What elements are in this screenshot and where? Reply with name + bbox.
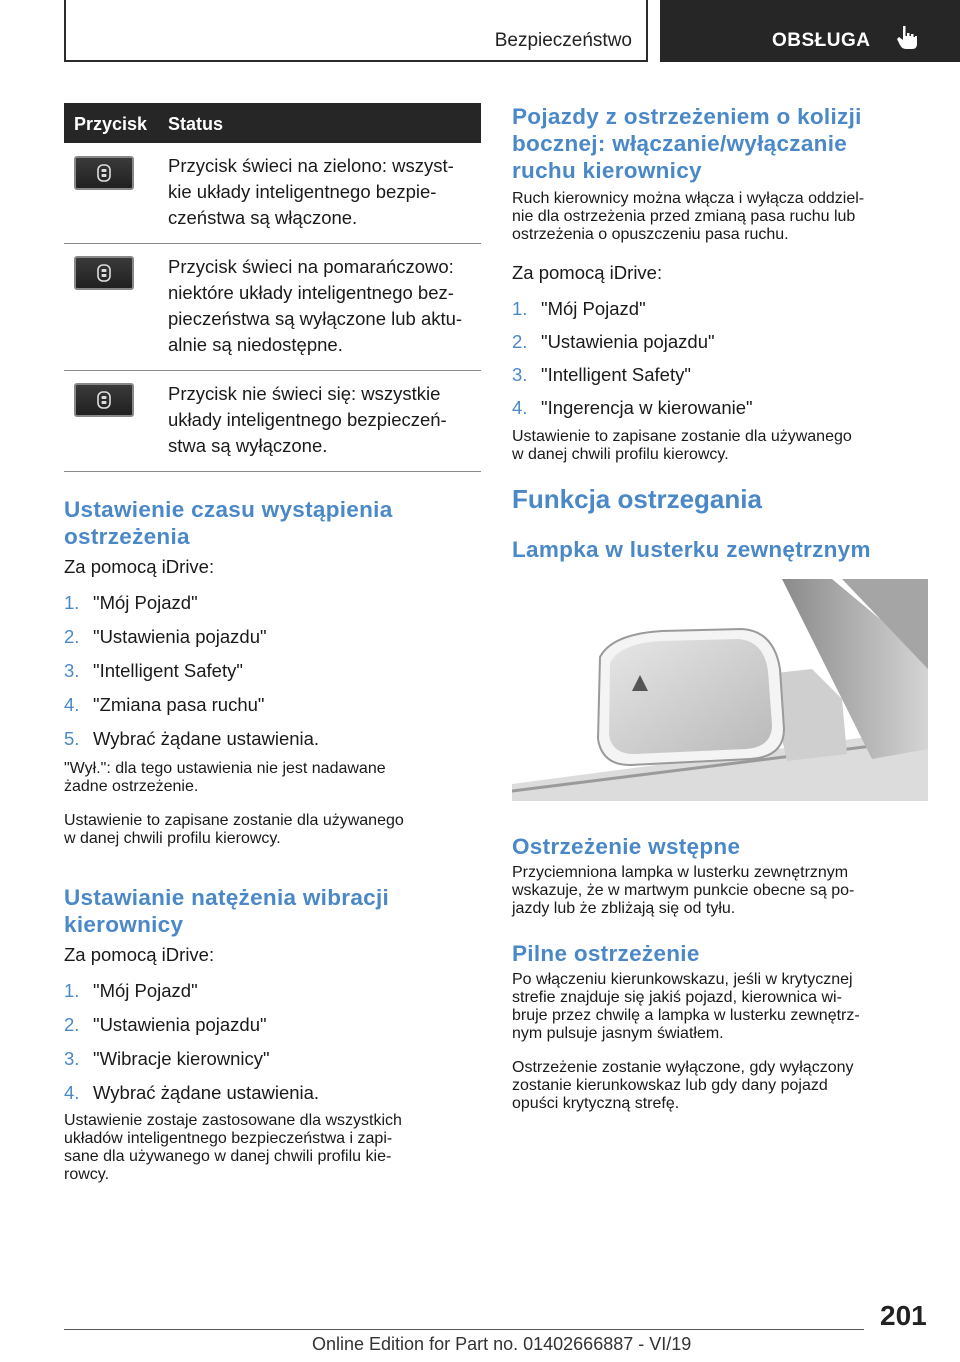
footer-divider: [64, 1329, 864, 1330]
safety-button-icon: [74, 156, 134, 190]
header-chapter-title: OBSŁUGA: [772, 30, 871, 51]
header-section-box: [64, 0, 648, 62]
list-item: 1. "Mój Pojazd": [64, 592, 198, 613]
safety-button-icon: [74, 383, 134, 417]
col-header-status: Status: [168, 114, 224, 134]
list-item: 4. "Ingerencja w kierowanie": [512, 397, 753, 418]
list-item: 4. "Zmiana pasa ruchu": [64, 694, 265, 715]
left-column: Przycisk Status Przycisk świeci na zielono: wszyst- kie układy inteligentnego bezpie- czeństwa są włączone. Przycisk świeci na pomarańczowo: niektóre układy inteligentnego bez- pieczeństwa są wyłączone lub aktu- alnie są niedostępne. Przycisk nie świeci się: wszystkie układy inteligentnego bezpieczeń- stwa są wyłączone. Ustawienie czasu wystąpienia ostrzeżenia Za pomocą iDrive: 1. "Mój Pojazd" 2. "Ustawienia pojazdu" 3. "Intelligent Safety" 4. "Zmiana pasa ruchu" 5. Wybrać żądane ustawienia. "Wył.": dla tego ustawienia nie jest nadawane żadne ostrzeżenie. Ustawienie to zapisane zostanie dla używanego w danej chwili profilu kierowcy. Ustawianie natężenia wibracji kierownicy Za pomocą iDrive: 1. "Mój Pojazd" 2. "Ustawienia pojazdu" 3. "Wibracje kierownicy" 4. Wybrać żądane ustawienia. Ustawienie zostaje zastosowane dla wszystkich układów inteligentnego bezpieczeństwa i zapi- sane dla używanego w danej chwili profilu kie- rowcy.: [64, 103, 481, 1200]
list-item: 2. "Ustawienia pojazdu": [64, 1014, 267, 1035]
list-item: 3. "Wibracje kierownicy": [64, 1048, 270, 1069]
list-item: 1. "Mój Pojazd": [512, 298, 646, 319]
section-title-side-collision: Pojazdy z ostrzeżeniem o kolizji bocznej: włączanie/wyłączanie ruchu kierownicy: [512, 104, 862, 183]
col-header-button: Przycisk: [74, 114, 148, 134]
list-item: 1. "Mój Pojazd": [64, 980, 198, 1001]
safety-button-icon: [74, 256, 134, 290]
steps-list: [64, 978, 481, 1106]
list-item: 5. Wybrać żądane ustawienia.: [64, 728, 320, 749]
intro-text: Za pomocą iDrive:: [64, 556, 215, 577]
header-section-title: Bezpieczeństwo: [494, 30, 632, 51]
list-item: 2. "Ustawienia pojazdu": [64, 626, 267, 647]
table-row: [64, 244, 481, 371]
list-item: 3. "Intelligent Safety": [64, 660, 243, 681]
right-column: Pojazdy z ostrzeżeniem o kolizji bocznej: włączanie/wyłączanie ruchu kierownicy Ruch kierownicy można włącza i wyłącza oddziel- nie dla ostrzeżenia przed zmianą pasa ruchu lub ostrzeżenia o opuszczeniu pasa ruchu. Za pomocą iDrive: 1. "Mój Pojazd" 2. "Ustawienia pojazdu" 3. "Intelligent Safety" 4. "Ingerencja w kierowanie" Ustawienie to zapisane zostanie dla używanego w danej chwili profilu kierowcy. Funkcja ostrzegania Lampka w lusterku zewnętrznym Ostrzeżenie wstępne Przyciemniona lampka w lusterku zewnętrznym wskazuje, że w martwym punkcie obecne są po- jazdy lub że zbliżają się od tyłu. Pilne ostrzeżenie Po włączeniu kierunkowskazu, jeśli w krytycznej strefie znajduje się jakiś pojazd, kierownica wi- bruje przez chwilę a lampka w lusterku zewnętrz- nym pulsuje jasnym światłem. Ostrzeżenie zostanie wyłączone, gdy wyłączony zostanie kierunkowskaz lub gdy dany pojazd opuści krytyczną strefę.: [512, 103, 928, 1129]
subsection-title-mirror-lamp: Lampka w lusterku zewnętrznym: [512, 537, 871, 562]
list-item: 2. "Ustawienia pojazdu": [512, 331, 715, 352]
row-status-text: Przycisk nie świeci się: wszystkie układy inteligentnego bezpieczeń- stwa są wyłączone.: [168, 383, 447, 456]
steps-list: [512, 296, 928, 421]
mirror-illustration: [512, 579, 928, 801]
status-table-header: [64, 103, 481, 143]
header-chapter-tab: [660, 0, 960, 62]
intro-text: Za pomocą iDrive:: [64, 944, 215, 965]
table-row: [64, 371, 481, 472]
page-number: 201: [880, 1300, 927, 1331]
section-title-warning-function: Funkcja ostrzegania: [512, 484, 762, 514]
section-title-vibration: Ustawianie natężenia wibracji kierownicy: [64, 885, 390, 937]
table-row: [64, 143, 481, 244]
row-status-text: Przycisk świeci na zielono: wszyst- kie układy inteligentnego bezpie- czeństwa są włączone.: [168, 155, 454, 228]
via-text: Za pomocą iDrive:: [512, 262, 663, 283]
section-title-urgent-warning: Pilne ostrzeżenie: [512, 941, 700, 966]
hand-pointer-icon: [896, 24, 918, 50]
list-item: 4. Wybrać żądane ustawienia.: [64, 1082, 320, 1103]
section-title-pre-warning: Ostrzeżenie wstępne: [512, 834, 741, 859]
list-item: 3. "Intelligent Safety": [512, 364, 691, 385]
section-title-warning-time: Ustawienie czasu wystąpienia ostrzeżenia: [64, 497, 393, 549]
row-status-text: Przycisk świeci na pomarańczowo: niektóre układy inteligentnego bez- pieczeństwa są wyłączone lub aktu- alnie są niedostępne.: [168, 256, 463, 355]
footer-edition: Online Edition for Part no. 01402666887 - VI/19: [312, 1334, 692, 1354]
steps-list: [64, 590, 481, 752]
